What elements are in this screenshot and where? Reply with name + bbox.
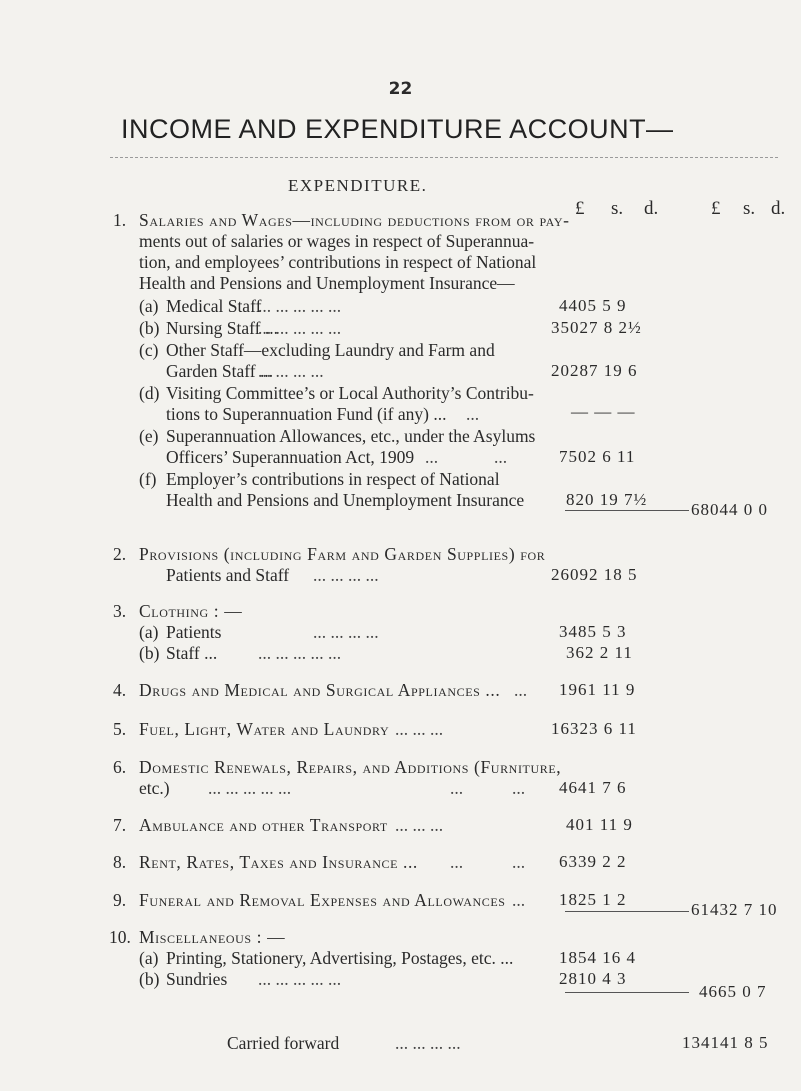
dot-leader: ... (514, 680, 528, 700)
dot-leader: ... ... ... ... ... (258, 969, 342, 989)
dot-leader: ... ... ... (395, 719, 444, 739)
item-text: Provisions (including Farm and Garden Supplies) for (139, 544, 546, 564)
sub-text: Visiting Committee’s or Local Authority’s Contribu- (166, 383, 534, 403)
item-number: 9. (113, 890, 127, 910)
item-text: Rent, Rates, Taxes and Insurance ... (139, 852, 418, 872)
sub-text: Officers’ Superannuation Act, 1909 (166, 447, 415, 467)
carried-forward-amount: 134141 8 5 (682, 1033, 769, 1052)
dot-leader: ... (425, 447, 439, 467)
dot-leader: ... (512, 778, 526, 798)
sub-text: Other Staff—excluding Laundry and Farm and (166, 340, 495, 360)
sub-letter: (d) (139, 383, 160, 403)
col-right-pounds: £ (711, 198, 721, 219)
sub-text: Patients (166, 622, 222, 642)
item-number: 8. (113, 852, 127, 872)
item-number: 5. (113, 719, 127, 739)
amount: 362 2 11 (566, 643, 633, 662)
item-number: 6. (113, 757, 127, 777)
col-left-shillings: s. (611, 198, 624, 219)
item-text: Health and Pensions and Unemployment Insurance— (139, 273, 515, 293)
item-text: Fuel, Light, Water and Laundry (139, 719, 390, 739)
total-amount: 61432 7 10 (691, 900, 778, 919)
dot-leader: ... ... ... ... (258, 361, 324, 381)
item-number: 1. (113, 210, 127, 230)
dot-leader: ... (512, 890, 526, 910)
amount: 16323 6 11 (551, 719, 637, 738)
sub-letter: (b) (139, 318, 160, 338)
col-right-shillings: s. (743, 198, 756, 219)
dot-leader: ... (450, 778, 464, 798)
dot-leader: ... ... ... ... ... (258, 296, 342, 316)
dot-leader: ... ... ... ... ... (258, 318, 342, 338)
item-text: Funeral and Removal Expenses and Allowances (139, 890, 506, 910)
amount: 2810 4 3 (559, 969, 627, 988)
sub-letter: (c) (139, 340, 159, 360)
sub-text: Superannuation Allowances, etc., under the Asylums (166, 426, 536, 446)
dot-leader: ... ... ... ... ... (258, 643, 342, 663)
dot-leader: ... ... ... ... ... (208, 778, 292, 798)
amount: 1854 16 4 (559, 948, 636, 967)
total-amount: 4665 0 7 (699, 982, 767, 1001)
item-number: 4. (113, 680, 127, 700)
sub-letter: (e) (139, 426, 159, 446)
amount: 3485 5 3 (559, 622, 627, 641)
item-number: 7. (113, 815, 127, 835)
item-text: Patients and Staff (166, 565, 290, 585)
amount: 20287 19 6 (551, 361, 638, 380)
dot-leader: ... (512, 852, 526, 872)
amount: 1961 11 9 (559, 680, 636, 699)
sub-text: Sundries (166, 969, 228, 989)
sub-text: Garden Staff ... (166, 361, 274, 381)
sub-text: tions to Superannuation Fund (if any) ... (166, 404, 447, 424)
col-left-pounds: £ (575, 198, 585, 219)
item-text: ments out of salaries or wages in respect of Superannua- (139, 231, 535, 251)
item-text: Miscellaneous : — (139, 927, 286, 947)
section-heading: EXPENDITURE. (288, 176, 428, 195)
item-text: tion, and employees’ contributions in respect of National (139, 252, 537, 272)
dot-leader: ... ... ... ... (313, 565, 379, 585)
carried-forward-label: Carried forward (227, 1033, 340, 1053)
total-amount: 68044 0 0 (691, 500, 768, 519)
dot-leader: ... (450, 852, 464, 872)
dot-leader: ... (494, 447, 508, 467)
dot-leader: ... ... ... ... (313, 622, 379, 642)
amount: 401 11 9 (566, 815, 633, 834)
sub-letter: (b) (139, 969, 160, 989)
sub-text: Medical Staff (166, 296, 262, 316)
sum-rule (565, 992, 689, 993)
dot-leader: ... ... ... ... (395, 1033, 461, 1053)
col-left-pence: d. (644, 198, 659, 219)
page-number: 22 (388, 79, 413, 99)
page-title: INCOME AND EXPENDITURE ACCOUNT— (121, 114, 674, 144)
amount: 6339 2 2 (559, 852, 627, 871)
item-text: Drugs and Medical and Surgical Appliances ... (139, 680, 501, 700)
sub-letter: (a) (139, 296, 159, 316)
dot-leader: ... (466, 404, 480, 424)
amount: — — — (571, 402, 636, 421)
sub-letter: (a) (139, 948, 159, 968)
item-text: Domestic Renewals, Repairs, and Additions (Furniture, (139, 757, 562, 777)
dot-leader: ... ... ... (395, 815, 444, 835)
item-number: 10. (109, 927, 131, 947)
sub-text: Printing, Stationery, Advertising, Postages, etc. ... (166, 948, 514, 968)
amount: 7502 6 11 (559, 447, 636, 466)
amount: 4405 5 9 (559, 296, 627, 315)
sub-letter: (f) (139, 469, 157, 489)
sum-rule (565, 911, 689, 912)
item-text: Salaries and Wages—including deductions from or pay- (139, 210, 570, 230)
amount: 26092 18 5 (551, 565, 638, 584)
sub-letter: (a) (139, 622, 159, 642)
item-number: 2. (113, 544, 127, 564)
amount: 35027 8 2½ (551, 318, 642, 337)
item-text: Clothing : — (139, 601, 243, 621)
amount: 1825 1 2 (559, 890, 627, 909)
title-divider (110, 157, 778, 158)
sub-text: Staff ... (166, 643, 218, 663)
sub-text: Health and Pensions and Unemployment Insurance (166, 490, 525, 510)
item-text: etc.) (139, 778, 170, 798)
amount: 820 19 7½ (566, 490, 648, 509)
sub-text: Employer’s contributions in respect of National (166, 469, 500, 489)
sum-rule (565, 510, 689, 511)
sub-text: Nursing Staff ... (166, 318, 278, 338)
sub-letter: (b) (139, 643, 160, 663)
col-right-pence: d. (771, 198, 786, 219)
amount: 4641 7 6 (559, 778, 627, 797)
item-text: Ambulance and other Transport (139, 815, 388, 835)
item-number: 3. (113, 601, 127, 621)
